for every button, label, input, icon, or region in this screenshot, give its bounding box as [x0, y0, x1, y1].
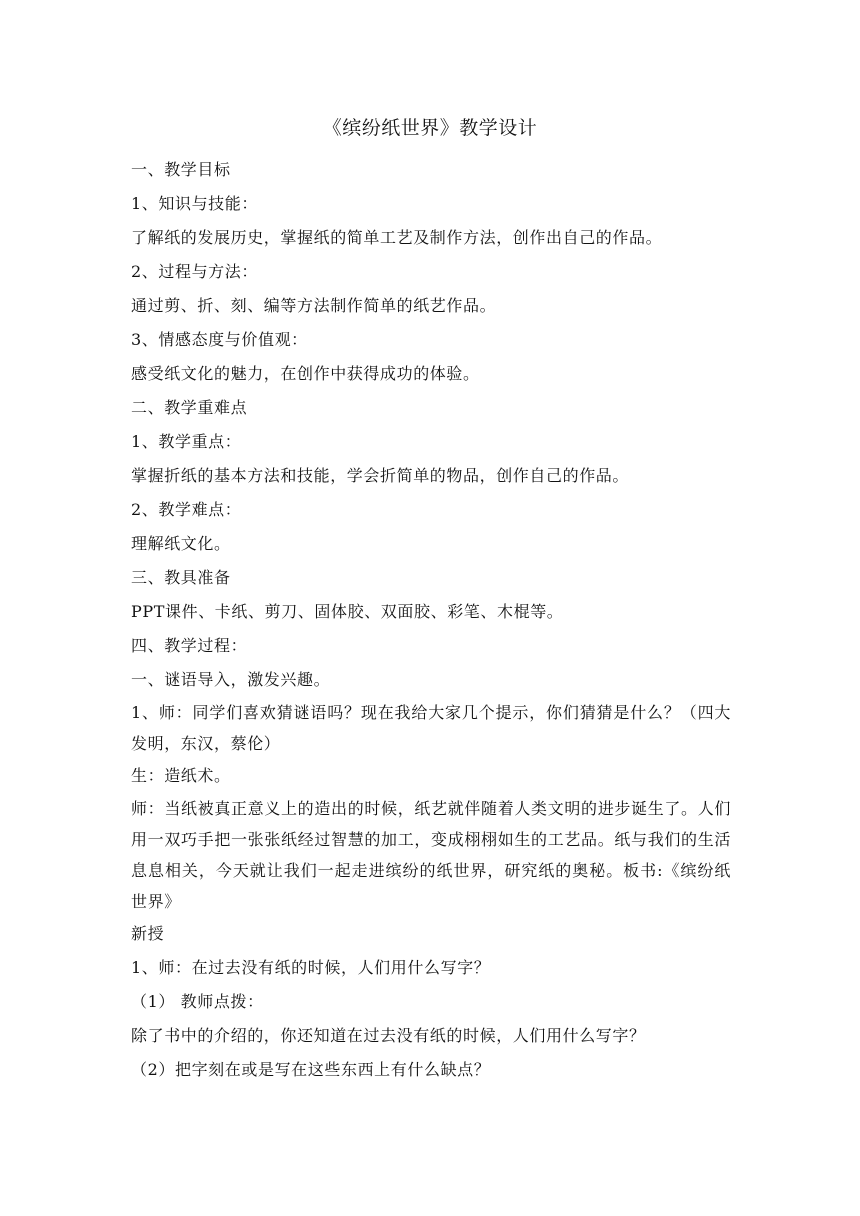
- paragraph: 通过剪、折、刻、编等方法制作简单的纸艺作品。: [131, 296, 497, 315]
- section-heading-teaching-process: 四、教学过程：: [131, 636, 248, 655]
- paragraph: 感受纸文化的魅力，在创作中获得成功的体验。: [131, 364, 480, 383]
- paragraph: 生：造纸术。: [131, 766, 231, 785]
- paragraph: （1） 教师点拨：: [131, 992, 264, 1011]
- paragraph: 1、师：在过去没有纸的时候，人们用什么写字？: [131, 958, 491, 977]
- section-heading-key-points: 二、教学重难点: [131, 398, 248, 417]
- paragraph: 师：当纸被真正意义上的造出的时候，纸艺就伴随着人类文明的进步诞生了。人们用一双巧手把一张张纸经过智慧的加工，变成栩栩如生的工艺品。纸与我们的生活息息相关，今天就让我们一起走进缤纷的纸世界，研究纸的奥秘。板书:《缤纷纸世界》: [131, 799, 731, 911]
- document-body: [131, 153, 731, 1087]
- section-heading-teaching-aids: 三、教具准备: [131, 568, 231, 587]
- paragraph: 1、师：同学们喜欢猜谜语吗？现在我给大家几个提示，你们猜猜是什么？（四大发明，东汉，蔡伦）: [131, 703, 731, 753]
- subheading-key-point: 1、教学重点：: [131, 432, 242, 451]
- paragraph: 掌握折纸的基本方法和技能，学会折简单的物品，创作自己的作品。: [131, 466, 630, 485]
- section-heading-objectives: 一、教学目标: [131, 160, 231, 179]
- subheading-process-method: 2、过程与方法：: [131, 262, 258, 281]
- paragraph: 除了书中的介绍的，你还知道在过去没有纸的时候，人们用什么写字？: [131, 1026, 646, 1045]
- subheading-new-lesson: 新授: [131, 924, 165, 943]
- subheading-attitude-values: 3、情感态度与价值观：: [131, 330, 308, 349]
- subheading-difficult-point: 2、教学难点：: [131, 500, 242, 519]
- subheading-riddle-intro: 一、谜语导入，激发兴趣。: [131, 670, 331, 689]
- paragraph: （2）把字刻在或是写在这些东西上有什么缺点？: [131, 1060, 491, 1079]
- paragraph: 了解纸的发展历史，掌握纸的简单工艺及制作方法，创作出自己的作品。: [131, 228, 663, 247]
- document-title: 《缤纷纸世界》教学设计: [322, 117, 538, 139]
- paragraph: PPT课件、卡纸、剪刀、固体胶、双面胶、彩笔、木棍等。: [131, 602, 564, 621]
- subheading-knowledge-skills: 1、知识与技能：: [131, 194, 258, 213]
- paragraph: 理解纸文化。: [131, 534, 231, 553]
